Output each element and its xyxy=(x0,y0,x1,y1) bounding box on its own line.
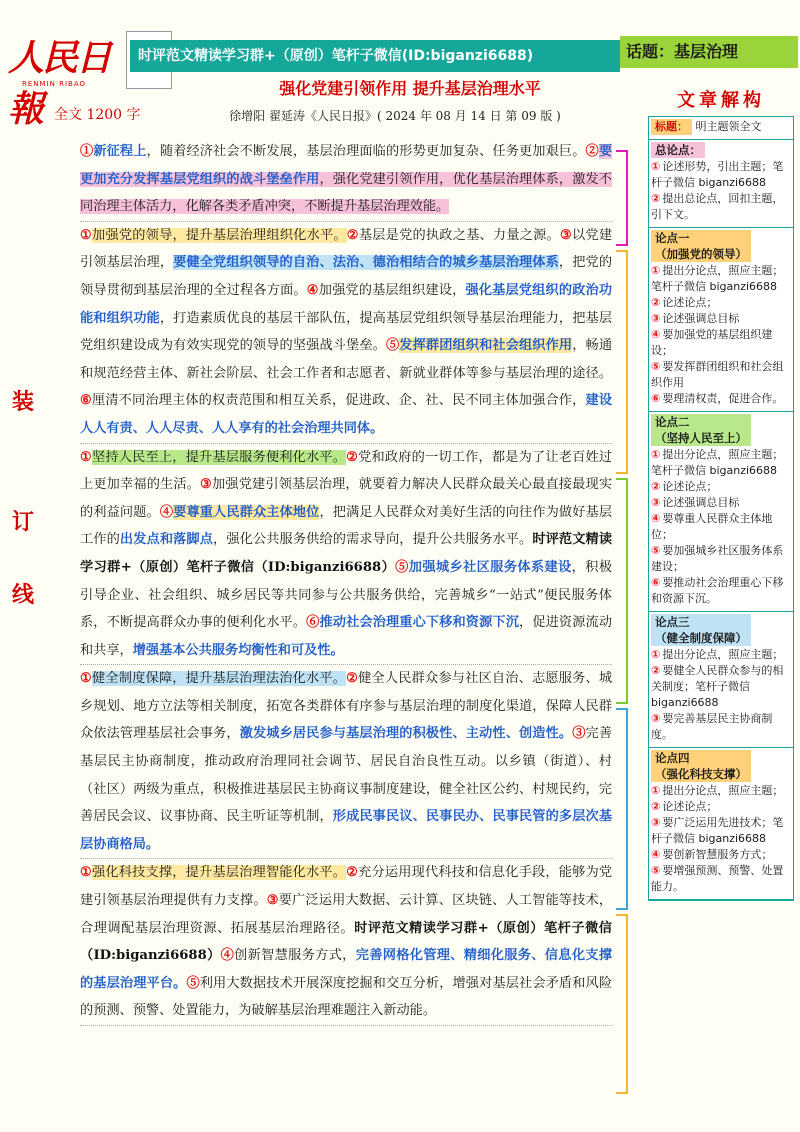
sidebar-item-number: ① xyxy=(651,648,661,661)
sidebar-item-text: 要完善基层民主协商制度。 xyxy=(651,712,773,741)
text-segment: 增强基本公共服务均衡性和可及性。 xyxy=(132,642,344,658)
sidebar-item-number: ② xyxy=(651,296,661,309)
article-title: 强化党建引领作用 提升基层治理水平 xyxy=(279,79,541,98)
sidebar-section-head: 论点二 （坚持人民至上） xyxy=(651,414,751,446)
sidebar-section-head: 论点一 （加强党的领导） xyxy=(651,230,751,262)
sidebar-item-number: ④ xyxy=(651,848,661,861)
sidebar-item-number: ④ xyxy=(651,512,661,525)
sidebar-item-text: 论述论点； xyxy=(662,480,718,493)
sidebar-item-text: 论述论点； xyxy=(662,296,718,309)
sentence-number: ③ xyxy=(200,477,213,493)
text-segment: 新征程上 xyxy=(93,144,147,159)
bracket-intro xyxy=(616,150,628,246)
sidebar-item xyxy=(651,647,791,663)
sentence-number: ① xyxy=(80,671,93,687)
text-segment: 完善基层民主协商制度，推动政府治理同社会调节、居民自治良性互动。以乡镇（街道）、村（社区）两级为重点，积极推进基层民主协商议事制度建设，健全社区公约、村规民约，完善居民会议、议事协商、民主听证等机制， xyxy=(80,726,613,825)
text-segment: 发挥群团组织和社会组织作用 xyxy=(399,338,573,354)
sentence-number: ⑤ xyxy=(395,559,409,575)
sentence-number: ① xyxy=(80,865,93,881)
sidebar-item-number: ⑤ xyxy=(651,360,661,373)
title-tag-text: 明主题领全文 xyxy=(695,120,762,133)
sidebar-section-head: 总论点： xyxy=(651,142,705,158)
sidebar-item xyxy=(651,575,791,607)
sidebar-item-number: ⑥ xyxy=(651,392,661,405)
sidebar-item-number: ③ xyxy=(651,816,661,829)
sidebar-item-text: 论述论点； xyxy=(662,800,718,813)
text-segment: ，把党的领导贯彻到基层治理的全过程各方面。 xyxy=(80,255,613,298)
paragraph-point-4 xyxy=(80,859,612,1026)
promo-text: 时评范文精读学习群+（原创）笔杆子微信（ID:biganzi6688） xyxy=(80,920,612,964)
sentence-number: ④ xyxy=(159,504,174,520)
sidebar-item xyxy=(651,359,791,391)
bracket-point-3 xyxy=(616,708,628,910)
sidebar-item-text: 要理清权责，促进合作。 xyxy=(662,392,784,405)
sidebar-section xyxy=(649,228,793,412)
promo-banner: 时评范文精读学习群+（原创）笔杆子微信(ID:biganzi6688) xyxy=(130,40,620,72)
sidebar-item-text: 要尊重人民群众主体地位； xyxy=(651,512,773,541)
paragraph-point-3 xyxy=(80,665,612,859)
text-segment: 要更加充分发挥基层党组织的战斗堡垒作用 xyxy=(80,144,613,187)
sidebar-item-text: 要推动社会治理重心下移和资源下沉。 xyxy=(651,576,784,605)
sidebar-sections xyxy=(649,140,793,900)
sentence-number: ② xyxy=(346,865,359,881)
text-segment: ，积极引导企业、社会组织、城乡居民等共同参与公共服务供给，完善城乡“一站式”便民服务体系，不断提高群众办事的便利化水平。 xyxy=(80,559,613,631)
sentence-number: ⑥ xyxy=(306,615,320,631)
byline: 徐增阳 翟延涛《人民日报》( 2024 年 08 月 14 日 第 09 版 ) xyxy=(229,109,561,123)
text-segment: 建设人人有责、人人尽责、人人享有的社会治理共同体。 xyxy=(80,393,613,436)
sidebar-item xyxy=(651,479,791,495)
sidebar-item-text: 要健全人民群众参与的相关制度；笔杆子微信 biganzi6688 xyxy=(651,664,784,709)
sidebar-item-text: 提出总论点，回扣主题，引下文。 xyxy=(651,192,784,221)
sidebar-item xyxy=(651,327,791,359)
paragraph-intro xyxy=(80,138,612,222)
text-segment: ，打造素质优良的基层干部队伍，提高基层党组织领导基层治理能力，把基层党组织建设成为有效实现党的领导的坚强战斗堡垒。 xyxy=(80,310,613,354)
sentence-number: ④ xyxy=(306,282,319,298)
sidebar-item-number: ③ xyxy=(651,712,661,725)
sidebar-item-text: 提出分论点，照应主题；笔杆子微信 biganzi6688 xyxy=(651,264,784,293)
sidebar-item-number: ② xyxy=(651,800,661,813)
sidebar-item xyxy=(651,711,791,743)
text-segment: 基层是党的执政之基、力量之源。 xyxy=(358,227,560,243)
sidebar-item-text: 要加强党的基层组织建设； xyxy=(651,328,773,357)
text-segment: ，随着经济社会不断发展，基层治理面临的形势更加复杂、任务更加艰巨。 xyxy=(146,144,586,159)
sidebar-item-text: 提出分论点，照应主题； xyxy=(662,648,784,661)
sentence-number: ④ xyxy=(220,948,235,964)
sidebar-section xyxy=(649,748,793,900)
text-segment: 要广泛运用大数据、云计算、区块链、人工智能等技术，合理调配基层治理资源、拓展基层治理路径。 xyxy=(80,893,613,936)
sidebar-item xyxy=(651,311,791,327)
topic-badge: 话题：基层治理 xyxy=(620,36,798,68)
sentence-number: ③ xyxy=(572,726,586,742)
sentence-number: ③ xyxy=(266,893,279,909)
sidebar-item-number: ① xyxy=(651,264,661,277)
sidebar-title-row xyxy=(649,117,793,140)
text-segment: 加强城乡社区服务体系建设 xyxy=(408,559,572,575)
sidebar-item-number: ② xyxy=(651,192,661,205)
text-segment: 要健全党组织领导的自治、法治、德治相结合的城乡基层治理体系 xyxy=(173,255,559,271)
sidebar-item xyxy=(651,447,791,479)
text-segment: 健全制度保障，提升基层治理法治化水平。 xyxy=(92,671,347,687)
text-segment: 强化科技支撑，提升基层治理智能化水平。 xyxy=(92,865,347,881)
sidebar-title: 文章解构 xyxy=(677,90,765,111)
sidebar-item xyxy=(651,663,791,711)
sidebar-item xyxy=(651,511,791,543)
sidebar-item-number: ④ xyxy=(651,328,661,341)
article-body xyxy=(80,138,612,1026)
binder-char-1: 装 xyxy=(12,389,35,415)
sentence-number: ① xyxy=(80,227,93,243)
sidebar-item-number: ② xyxy=(651,664,661,677)
sidebar-item-number: ③ xyxy=(651,496,661,509)
sentence-number: ② xyxy=(346,449,359,465)
logo-subtitle: RENMIN RIBAO xyxy=(22,80,86,88)
renmin-ribao-logo: 人民日報 xyxy=(8,37,111,130)
sidebar-item-text: 要创新智慧服务方式； xyxy=(662,848,773,861)
sentence-number: ② xyxy=(346,227,359,243)
sidebar-item xyxy=(651,543,791,575)
sentence-number: ⑤ xyxy=(186,975,200,991)
sidebar-item xyxy=(651,783,791,799)
text-segment: ，把满足人民群众对美好生活的向往作为做好基层工作的 xyxy=(80,504,613,548)
sentence-number: ③ xyxy=(559,227,573,243)
sidebar-section xyxy=(649,412,793,612)
text-segment: 坚持人民至上，提升基层服务便利化水平。 xyxy=(92,449,347,465)
text-segment: 党和政府的一切工作，都是为了让老百姓过上更加幸福的生活。 xyxy=(80,449,613,493)
text-segment: ，畅通和规范经营主体、新社会阶层、社会工作者和志愿者、新就业群体等参与基层治理的途径。 xyxy=(80,338,613,381)
text-segment: 要尊重人民群众主体地位 xyxy=(173,504,320,520)
text-segment: 出发点和落脚点 xyxy=(119,532,214,548)
sidebar-item-number: ② xyxy=(651,480,661,493)
bracket-point-2 xyxy=(616,478,628,704)
text-segment: 以党建引领基层治理， xyxy=(80,227,613,271)
sidebar-item-number: ① xyxy=(651,448,661,461)
text-segment: 创新智慧服务方式， xyxy=(234,948,356,964)
sentence-number: ② xyxy=(585,144,599,159)
sidebar-item-text: 提出分论点，照应主题；笔杆子微信 biganzi6688 xyxy=(651,448,784,477)
sidebar-item-number: ⑤ xyxy=(651,864,661,877)
sidebar-item-text: 论述形势，引出主题；笔杆子微信 biganzi6688 xyxy=(651,160,784,189)
text-segment: 健全人民群众参与社区自治、志愿服务、城乡规划、地方立法等相关制度，拓宽各类群体有序参与基层治理的制度化渠道，保障人民群众依法管理基层社会事务， xyxy=(80,671,613,742)
sidebar-item-number: ① xyxy=(651,160,661,173)
sidebar-item-text: 要加强城乡社区服务体系建设； xyxy=(651,544,784,573)
text-segment: 激发城乡居民参与基层治理的积极性、主动性、创造性。 xyxy=(239,726,573,742)
text-segment: 厘清不同治理主体的权责范围和相互关系，促进政、企、社、民不同主体加强合作， xyxy=(91,393,586,409)
sidebar-item-text: 要广泛运用先进技术；笔杆子微信 biganzi6688 xyxy=(651,816,784,845)
sidebar-item xyxy=(651,799,791,815)
sidebar-section-head: 论点四 （强化科技支撑） xyxy=(651,750,751,782)
sidebar-item xyxy=(651,159,791,191)
binder-char-3: 线 xyxy=(12,582,35,608)
paragraph-point-2 xyxy=(80,444,612,666)
sidebar-item xyxy=(651,815,791,847)
sidebar-item-number: ① xyxy=(651,784,661,797)
text-segment: 完善网格化管理、精细化服务、信息化支撑的基层治理平台。 xyxy=(80,948,613,991)
sidebar-item-number: ⑤ xyxy=(651,544,661,557)
sidebar-item-text: 提出分论点，照应主题； xyxy=(662,784,784,797)
sidebar-item xyxy=(651,391,791,407)
sidebar-item xyxy=(651,295,791,311)
sentence-number: ① xyxy=(80,144,94,159)
sidebar-box xyxy=(648,116,794,901)
sidebar-section xyxy=(649,612,793,748)
sidebar-item xyxy=(651,863,791,895)
text-segment: 充分运用现代科技和信息化手段，能够为党建引领基层治理提供有力支撑。 xyxy=(80,865,613,909)
sidebar-item-number: ③ xyxy=(651,312,661,325)
text-segment: 加强党的基层组织建设， xyxy=(318,282,466,298)
sidebar-item xyxy=(651,847,791,863)
sidebar-item-number: ⑥ xyxy=(651,576,661,589)
sidebar-section-head: 论点三 （健全制度保障） xyxy=(651,614,751,646)
word-count: 全文 1200 字 xyxy=(54,107,141,123)
text-segment: 推动社会治理重心下移和资源下沉 xyxy=(319,615,520,631)
sidebar-item-text: 论述强调总目标 xyxy=(662,496,740,509)
binder-char-2: 订 xyxy=(12,509,35,535)
sentence-number: ① xyxy=(80,449,93,465)
sentence-number: ⑥ xyxy=(80,393,92,409)
text-segment: 形成民事民议、民事民办、民事民管的多层次基层协商格局。 xyxy=(80,809,613,852)
paragraph-point-1 xyxy=(80,222,612,444)
text-segment: 加强党建引领基层治理，就要着力解决人民群众最关心最直接最现实的利益问题。 xyxy=(80,477,613,520)
text-segment: ，促进资源流动和共享， xyxy=(80,615,613,658)
text-segment: ，强化党建引领作用，优化基层治理体系，激发不同治理主体活力，化解各类矛盾冲突，不断提升基层治理效能。 xyxy=(80,171,612,215)
sidebar-section xyxy=(649,140,793,228)
sidebar-item-text: 要发挥群团组织和社会组织作用 xyxy=(651,360,784,389)
structure-sidebar xyxy=(648,86,794,901)
promo-text: 时评范文精读学习群+（原创）笔杆子微信（ID:biganzi6688） xyxy=(80,532,613,575)
bracket-point-1 xyxy=(616,250,628,474)
sentence-number: ⑤ xyxy=(385,338,400,354)
sidebar-item xyxy=(651,263,791,295)
text-segment: 强化基层党组织的政治功能和组织功能 xyxy=(80,282,613,326)
text-segment: 利用大数据技术开展深度挖掘和交互分析，增强对基层社会矛盾和风险的预测、预警、处置能力，为破解基层治理难题注入新动能。 xyxy=(80,975,613,1019)
sidebar-item xyxy=(651,191,791,223)
text-segment: ，强化公共服务供给的需求导向，提升公共服务水平。 xyxy=(213,532,533,548)
sidebar-item-text: 论述强调总目标 xyxy=(662,312,740,325)
title-tag: 标题： xyxy=(651,119,692,135)
sidebar-item xyxy=(651,495,791,511)
sentence-number: ② xyxy=(346,671,359,687)
text-segment: 加强党的领导，提升基层治理组织化水平。 xyxy=(92,227,347,243)
sidebar-item-text: 要增强预测、预警、处置能力。 xyxy=(651,864,784,893)
bracket-point-4 xyxy=(616,914,628,1094)
